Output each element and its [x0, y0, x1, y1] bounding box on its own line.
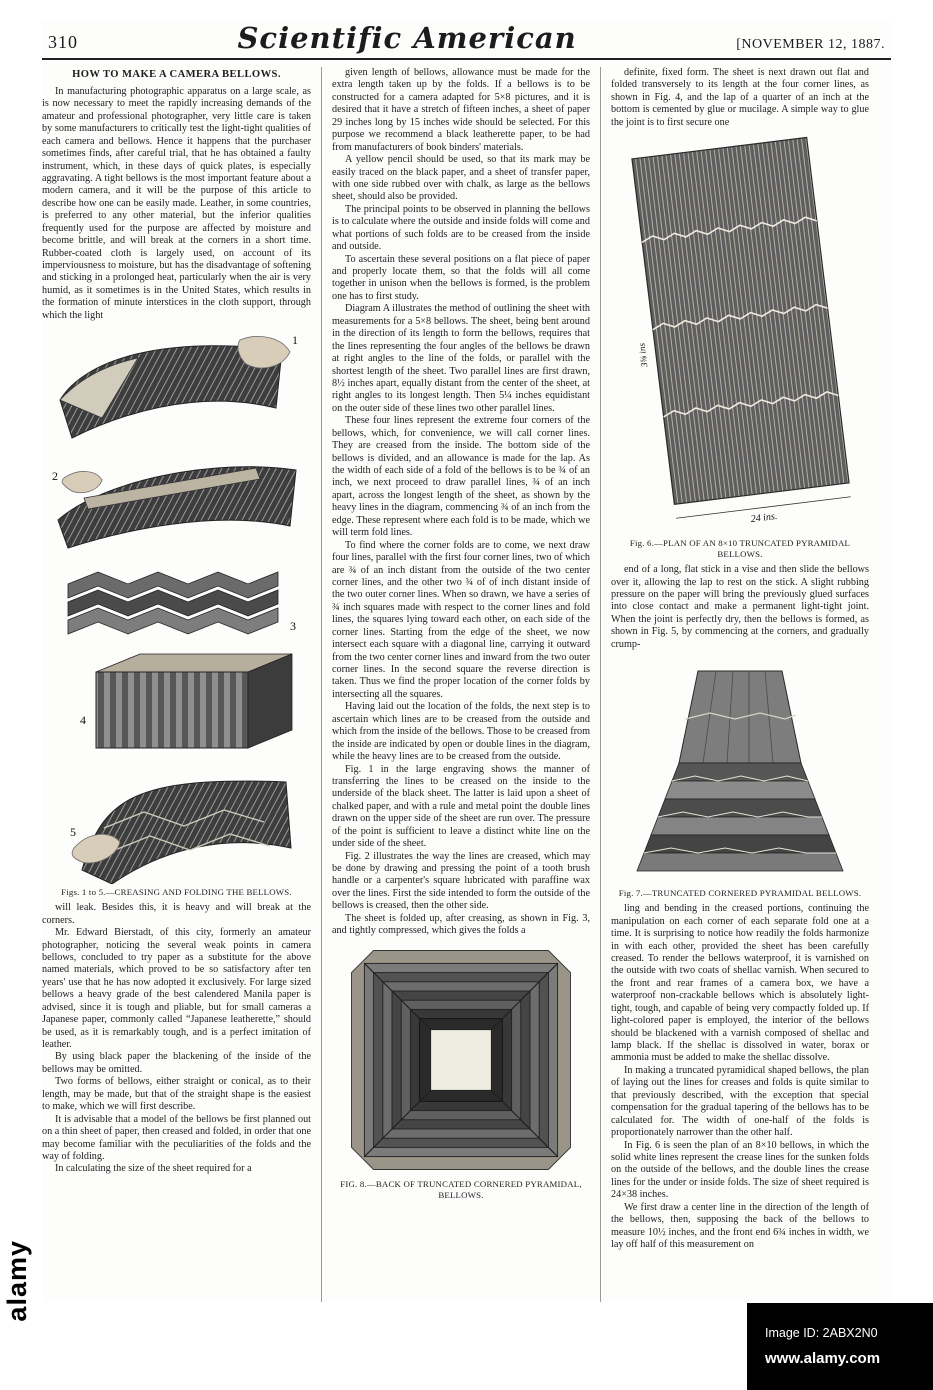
figs-1-5-engraving	[44, 328, 309, 884]
page-header	[42, 20, 891, 60]
body-paragraph: In manufacturing photographic apparatus on a large scale, as is now necessary to meet the rapidly increasing demands of the amateur and professional photographer, very little care is taken by some manufacturers to critically test the light-tight qualities of each camera and bellows. Hence it happens that the purchaser sometimes finds, after careful trial, that he has obtained a faulty instrument, which, in these days of quick plates, is especially aggravating. A tight bellows is the most important feature about a modern camera, and it will be the purpose of this article to describe how one can be easily made. Leather, in some countries, is preferred to any other material, but the inferior qualities frequently used for the purpose are affected by moisture and become brittle, and will break at the corners in a short time. Rubber-coated cloth is largely used, on account of its imperviousness to moisture, but has the disadvantage of softening and sticking in a prolonged heat, particularly when the air is very humid, as it sometimes is in the United States, which results in the formation of minute interstices in the cloth support, through which the light	[42, 85, 311, 321]
body-paragraph: Having laid out the location of the folds, the next step is to ascertain which lines are to be creased from the outside and which from the inside of the bellows. Those to be creased from the inside are indicated by open or double lines in the diagram, while the heavy lines are to be creased from the outside.	[332, 701, 590, 763]
body-paragraph: Fig. 2 illustrates the way the lines are creased, which may be done by drawing and pressing the point of a tooth brush handle or a carpenter's square lubricated with paraffine wax over the lines. First the side intended to form the outside of the bellows is creased, then the other side.	[332, 850, 590, 912]
figure-8-caption-line2: BELLOWS.	[438, 1189, 484, 1200]
alamy-site-url: www.alamy.com	[765, 1350, 881, 1367]
newspaper-page	[42, 20, 891, 1302]
masthead-title: Scientific American	[237, 21, 577, 55]
page-number: 310	[48, 32, 78, 52]
body-paragraph: To find where the corner folds are to come, we next draw four lines, parallel with the first four corner lines, two of which are ¾ of an inch distant from the outside of the two center corner lines, and the other two ¾ of of inch distant inside of the two outer corner lines. When so drawn, we have a series of ¾ inch squares made with respect to the corner lines and fold lines, the squares lying toward each other, on each side of the corner lines. Starting from the edge of the sheet, we now intersect each square with a diagonal line, carrying it outward from the two center corner lines and inward from the two outer corner lines. In the second square the reverse direction is taken. Thus we find the proper location of the corner folds by intersecting all the squares.	[332, 539, 590, 700]
fig5-number: 5	[70, 825, 76, 840]
body-paragraph: Two forms of bellows, either straight or conical, as to their length, may be made, but that of the straight shape is the easiest to make, which we will first describe.	[42, 1076, 311, 1113]
fig7-engraving	[615, 657, 865, 885]
fig3-number: 3	[290, 619, 296, 634]
alamy-image-id: Image ID: 2ABX2N0	[765, 1326, 878, 1340]
article-columns	[42, 67, 891, 1302]
body-paragraph: ling and bending in the creased portions, continuing the manipulation on each corner of each separate fold one at a time. It is surprising to notice how readily the folds harmonize in with each other, provided the sheet has been carefully creased. To render the bellows waterproof, it is varnished on the outside with two coats of shellac varnish. When secured to the front and rear frames of a camera box, we have a waterproof non-crackable bellows which is absolutely light-tight, tough, and capable of being very compactly folded up. If light-colored paper is employed, the interior of the bellows should be blackened with a varnish composed of shellac and lamp black. If the shellac is dissolved in water, borax or ammonia must be added to make the shellac dissolve.	[611, 903, 869, 1064]
issue-date: [NOVEMBER 12, 1887.	[736, 37, 885, 52]
body-paragraph: A yellow pencil should be used, so that its mark may be easily traced on the black paper, and a sheet of transfer paper, with one side rubbed over with chalk, as large as the bellows sheet, should also be provided.	[332, 154, 590, 203]
body-paragraph: In making a truncated pyramidical shaped bellows, the plan of laying out the lines for creases and folds is quite similar to that previously described, with the exception that special compensation for the gradual tapering of the bellows has to be calculated for. The width of one-half of the folds is proportionately narrower than the other half.	[611, 1064, 869, 1139]
alamy-logo-vertical: alamy	[2, 1240, 32, 1322]
body-paragraph: To ascertain these several positions on a flat piece of paper and properly locate them, so that the folds will all come together in unison when the bellows is formed, is the problem one has to first study.	[332, 253, 590, 302]
fig6-dimension-bottom: 24 ins.	[750, 511, 778, 526]
figure-7-caption: Fig. 7.—TRUNCATED CORNERED PYRAMIDAL BELLOWS.	[618, 888, 862, 899]
body-paragraph: given length of bellows, allowance must be made for the extra length taken up by the folds. If a bellows is to be constructed for a camera adapted for 5×8 pictures, and it is desired that it have a stretch of fifteen inches, a sheet of paper 29 inches long by 15 inches wide should be selected. For this purpose we recommend a black leatherette paper, to be had from manufacturers of book binders' materials.	[332, 67, 590, 153]
body-paragraph: The principal points to be observed in planning the bellows is to calculate where the outside and inside folds will come and what portions of such folds are to be creased from the inside and outside.	[332, 203, 590, 253]
body-paragraph: Mr. Edward Bierstadt, of this city, formerly an amateur photographer, noticing the several weak points in camera bellows, concluded to try paper as a substitute for the above named materials, which proved to be so satisfactory after ten years' use that he has now adopted it exclusively. For large sized bellows a heavy grade of the best calendered Manila paper is advised, since it is tough and pliable, but for small cameras a Japanese paper, commonly called “Japanese leatherette,” should be used, as it is remarkably tough, and is a perfect imitation of leather.	[42, 927, 311, 1051]
figure-6-caption	[611, 538, 869, 560]
figure-7	[611, 657, 869, 899]
body-paragraph: Fig. 1 in the large engraving shows the manner of transferring the lines to be creased on the inside to the underside of the black sheet. The latter is laid upon a sheet of chalked paper, and with a rule and metal point the double lines drawn on the upper side of the sheet are run over. The pressure of the point is sufficient to leave a distinct white line on the under side of the sheet.	[332, 763, 590, 850]
figure-1to5-caption: Figs. 1 to 5.—CREASING AND FOLDING THE BELLOWS.	[61, 887, 292, 898]
figure-1to5	[42, 328, 311, 898]
alamy-watermark-box	[747, 1303, 933, 1390]
figure-8	[332, 944, 590, 1201]
fig4-number: 4	[80, 713, 86, 728]
column-3	[600, 67, 869, 1302]
fig6-engraving	[615, 135, 865, 535]
body-paragraph: It is advisable that a model of the bellows be first planned out on a thin sheet of paper, then creased and folded, in order that one may become familiar with the peculiarities of the folds and the way of folding.	[42, 1113, 311, 1162]
fig2-number: 2	[52, 469, 58, 484]
body-paragraph: Diagram A illustrates the method of outlining the sheet with measurements for a 5×8 bellows. The sheet, being bent around in the direction of its length to form the bellows, requires that the lines representing the four angles of the bellows be drawn at right angles to the line of the folds, or parallel with the shortest length of the sheet. Two parallel lines are first drawn, 8½ inches apart, equally distant from the center of the sheet, at right angles to its longest length. Then 5¼ inches equidistant on the outer side of these lines two other parallel lines.	[332, 303, 590, 414]
fig8-engraving	[346, 944, 576, 1176]
fig1-number: 1	[292, 333, 298, 348]
fig6-dimension-side: 3⅝ ins	[636, 342, 650, 368]
column-2	[321, 67, 590, 1302]
body-paragraph: In calculating the size of the sheet required for a	[55, 1163, 252, 1175]
body-paragraph: definite, fixed form. The sheet is next drawn out flat and folded transversely to its length at the four corner lines, as shown in Fig. 4, and the lap of a quarter of an inch at the bottom is cemented by glue or mucilage. A simple way to glue the joint is to first secure one	[611, 67, 869, 128]
figure-6-caption-line2: BELLOWS.	[717, 549, 763, 560]
figure-6-caption-line1: Fig. 6.—PLAN OF AN 8×10 TRUNCATED PYRAMIDAL	[629, 538, 851, 549]
figure-6	[611, 135, 869, 560]
body-paragraph: will leak. Besides this, it is heavy and will break at the corners.	[42, 902, 311, 926]
article-title: HOW TO MAKE A CAMERA BELLOWS.	[72, 69, 281, 80]
body-paragraph: The sheet is folded up, after creasing, as shown in Fig. 3, and tightly compressed, which gives the folds a	[332, 912, 590, 937]
figure-8-caption	[332, 1179, 590, 1201]
figure-8-caption-line1: FIG. 8.—BACK OF TRUNCATED CORNERED PYRAMIDAL,	[340, 1178, 582, 1189]
column-1	[42, 67, 311, 1302]
body-paragraph: By using black paper the blackening of the inside of the bellows may be omitted.	[42, 1051, 311, 1075]
body-paragraph: end of a long, flat stick in a vise and then slide the bellows over it, allowing the lap to rest on the stick. A slight rubbing pressure on the paper will bring the previously glued surfaces into close contact and make a permanent light-tight joint. When the joint is perfectly dry, then the bellows is formed, as shown in Fig. 5, by commencing at the corners, and gradually crump-	[611, 564, 869, 650]
body-paragraph: We first draw a center line in the direction of the length of the bellows, then, supposing the back of the bellows to measure 10½ inches, and the front end 6¾ inches in width, we lay off half of this measurement on	[611, 1201, 869, 1251]
body-paragraph: In Fig. 6 is seen the plan of an 8×10 bellows, in which the solid white lines represent the crease lines for the sunken folds on the outside of the bellows, and the double lines the crease lines for the under or inside folds. The size of sheet required is 24×38 inches.	[611, 1139, 869, 1201]
body-paragraph: These four lines represent the extreme four corners of the bellows, which, for convenience, we will call corner lines. They are creased from the inside. The bottom side of the bellows is divided, and an allowance is made for the lap. As the width of each side of a fold of the bellows is to be ¾ of an inch, we next proceed to draw parallel lines, ¾ of an inch apart, across the longest length of the sheet, as shown by the heavy lines in the diagram, commencing ¾ of an inch from the edge. These represent where each fold is to be made, which we will term fold lines.	[332, 415, 590, 539]
